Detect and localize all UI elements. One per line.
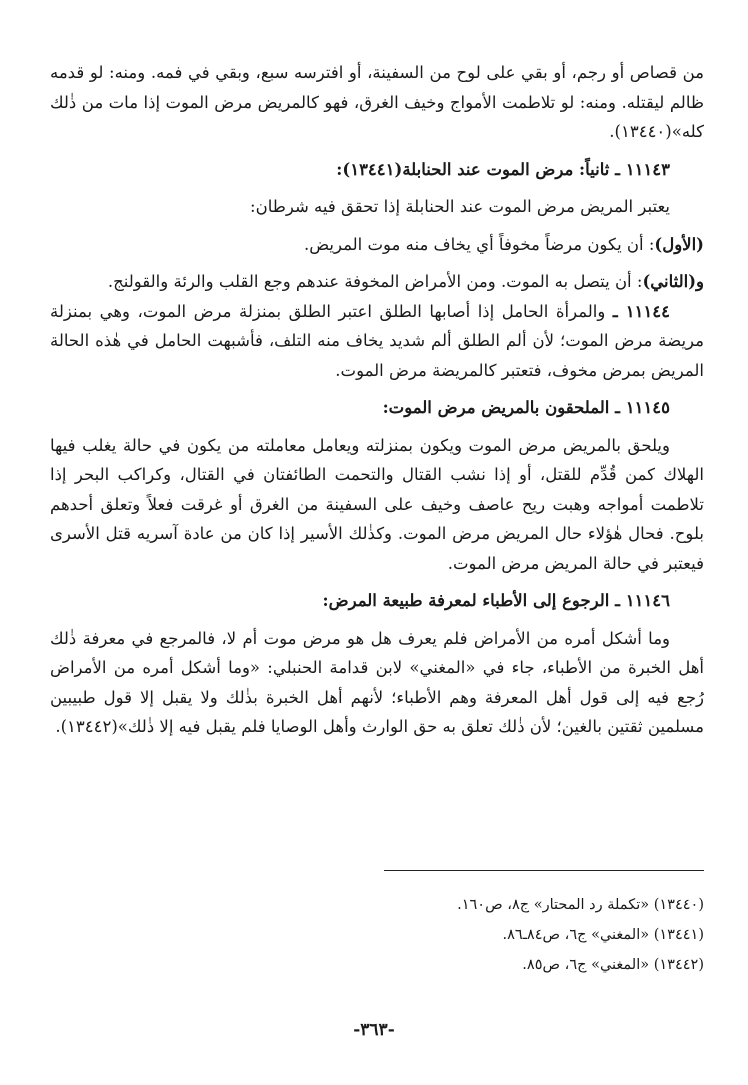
footnotes — [50, 890, 704, 980]
section-heading-11145: ١١١٤٥ ـ الملحقون بالمريض مرض الموت: — [382, 398, 670, 417]
condition-first — [50, 230, 704, 260]
paragraph-attached-cases: ويلحق بالمريض مرض الموت ويكون بمنزلته ويعامل معاملته من يكون في حالة يغلب فيها الهلاك كمن قُدِّم للقتل، أو إذا نشب القتال والتحمت الطائفتان في القتال، وكراكب البحر إذا تلاطمت أمواجه وهبت ريح عاصف وخيف على السفينة من الغرق أو غرقت فعلاً وتعلق أحدهم بلوح. فحال هٰؤلاء حال المريض مرض الموت. وكذٰلك الأسير إذا كان من عادة آسريه قتل الأسرى فيعتبر في حالة المريض مرض الموت. — [50, 435, 704, 573]
page-number: -٣٦٣- — [353, 1020, 395, 1040]
condition-first-label: (الأول) — [654, 234, 704, 254]
paragraph-hanbali-conditions: يعتبر المريض مرض الموت عند الحنابلة إذا تحقق فيه شرطان: — [250, 197, 670, 216]
footnote-13442: (١٣٤٤٢) «المغني» ج٦، ص٨٥. — [522, 957, 704, 973]
footnote-rule — [384, 870, 704, 871]
section-heading-11146: ١١١٤٦ ـ الرجوع إلى الأطباء لمعرفة طبيعة المرض: — [322, 591, 670, 610]
footnote-13440: (١٣٤٤٠) «تكملة رد المحتار» ج٨، ص١٦٠. — [457, 897, 704, 913]
paragraph-continuation: من قصاص أو رجم، أو بقي على لوح من السفينة، أو افترسه سبع، وبقي في فمه. ومنه: لو قدمه ظالم ليقتله. ومنه: لو تلاطمت الأمواج وخيف الغرق، فهو كالمريض مرض الموت إذا مات من ذٰلك كله»(١٣٤٤٠). — [50, 63, 704, 141]
section-heading-11143: ١١١٤٣ ـ ثانياً: مرض الموت عند الحنابلة(١٣٤٤١): — [336, 159, 670, 179]
condition-first-text: : أن يكون مرضاً مخوفاً أي يخاف منه موت المريض. — [303, 234, 655, 254]
paragraph-physicians: وما أشكل أمره من الأمراض فلم يعرف هل هو مرض موت أم لا، فالمرجع في معرفة ذٰلك أهل الخبرة من الأطباء، جاء في «المغني» لابن قدامة الحنبلي: «وما أشكل أمره من الأمراض رُجع فيه إلى قول أهل المعرفة وهم الأطباء؛ لأنهم أهل الخبرة بذٰلك ولا يقبل إلا قول طبيبين مسلمين ثقتين بالغين؛ لأن ذٰلك تعلق به حق الوارث وأهل الوصايا فلم يقبل فيه إلا ذٰلك»(١٣٤٤٢). — [50, 628, 704, 736]
footnote-13441: (١٣٤٤١) «المغني» ج٦، ص٨٤ـ٨٦. — [502, 927, 704, 943]
condition-second-label: و(الثاني) — [642, 272, 704, 291]
paragraph-11144-text: والمرأة الحامل إذا أصابها الطلق اعتبر الطلق بمنزلة مرض الموت، وهي بمنزلة مريضة مرض الموت؛ لأن ألم الطلق ألم شديد يخاف منه التلف، فأشبهت الحامل في هٰذه الحالة المريض بمرض مخوف، فتعتبر كالمريضة مرض الموت. — [50, 301, 704, 380]
paragraph-11144 — [50, 297, 704, 386]
condition-second-text: : أن يتصل به الموت. ومن الأمراض المخوفة عندهم وجع القلب والرئة والقولنج. — [107, 272, 643, 291]
paragraph-11144-number: ١١١٤٤ ـ — [612, 301, 670, 321]
footnote-separator — [50, 870, 704, 871]
condition-second — [50, 267, 704, 297]
